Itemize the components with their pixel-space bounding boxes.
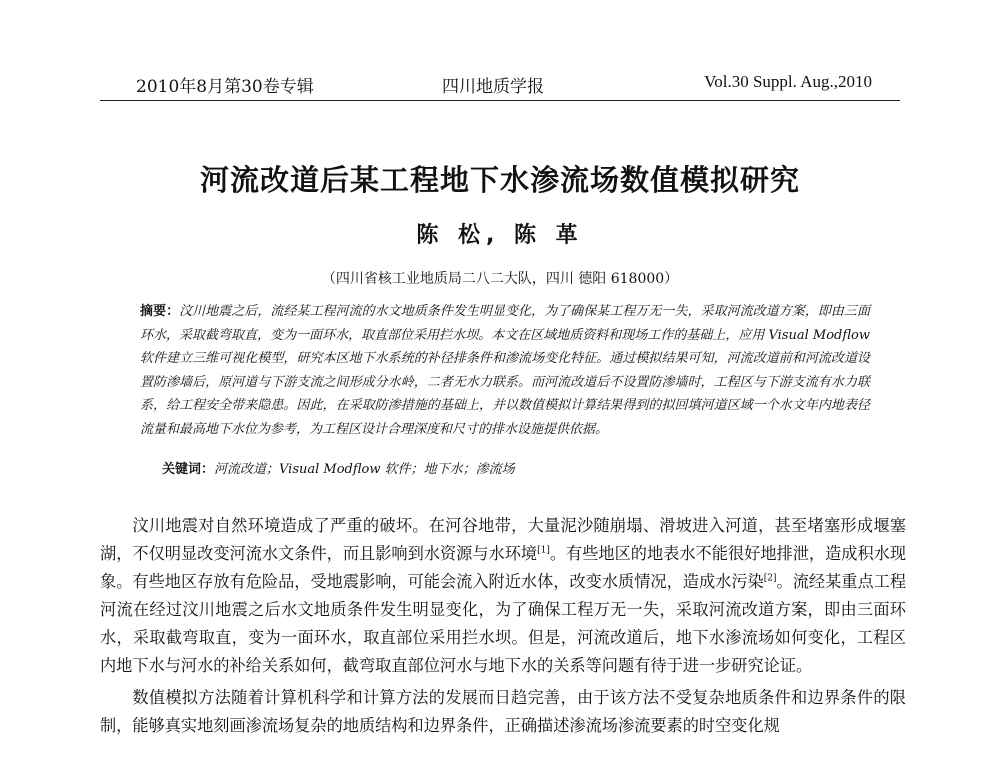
header-journal: 四川地质学报 bbox=[442, 77, 544, 97]
body-paragraph bbox=[100, 512, 906, 680]
abstract-label: 摘要： bbox=[140, 304, 180, 319]
citation: [1] bbox=[537, 545, 550, 556]
body-text-run: 。流经某重点工程河流在经过汶川地震之后水文地质条件发生明显变化，为了确保工程万无一失，采取河流改道方案，即由三面环水，采取截弯取直，变为一面环水，取直部位采用拦水坝。但是，河流改道后，地下水渗流场如何变化，工程区内地下水与河水的补给关系如何，截弯取直部位河水与地下水的关系等问题有待于进一步研究论证。 bbox=[100, 572, 907, 675]
abstract-text: 汶川地震之后，流经某工程河流的水文地质条件发生明显变化，为了确保某工程万无一失，采取河流改道方案，即由三面环水，采取截弯取直，变为一面环水，取直部位采用拦水坝。本文在区域地质资料和现场工作的基础上，应用 Visual Modflow 软件建立三维可视化模型，研究本区地下水系统的补径排条件和渗流场变化特征。通过模拟结果可知，河流改道前和河流改道设置防渗墙后，原河道与下游支流之间形成分水岭，二者无水力联系。而河流改道后不设置防渗墙时，工程区与下游支流有水力联系，给工程安全带来隐患。因此，在采取防渗措施的基础上，并以数值模拟计算结果得到的拟回填河道区域一个水文年内地表径流量和最高地下水位为参考，为工程区设计合理深度和尺寸的排水设施提供依据。 bbox=[140, 304, 870, 437]
keywords-label: 关键词： bbox=[162, 462, 215, 477]
paper-title: 河流改道后某工程地下水渗流场数值模拟研究 bbox=[199, 163, 800, 197]
header-issue: 2010年8月第30卷专辑 bbox=[136, 77, 314, 97]
citation: [2] bbox=[763, 573, 777, 584]
keywords bbox=[162, 459, 862, 481]
running-header bbox=[100, 70, 900, 101]
abstract bbox=[140, 300, 870, 441]
keywords-text: 河流改道；Visual Modflow 软件；地下水；渗流场 bbox=[214, 462, 515, 477]
header-volume: Vol.30 Suppl. Aug.,2010 bbox=[704, 72, 872, 91]
body-text-run: 汶川地震对自然环境造成了严重的破坏。在河谷地带，大量泥沙随崩塌、滑坡进入河道，甚至堵塞形成堰塞湖，不仅明显改变河流水文条件，而且影响到水资源与水环境 bbox=[100, 516, 906, 563]
body-text-run: 。有些地区的地表水不能很好地排泄，造成积水现象。有些地区存放有危险品，受地震影响，可能会流入附近水体，改变水质情况，造成水污染 bbox=[100, 544, 907, 591]
paper-authors: 陈 松, 陈 革 bbox=[416, 223, 584, 248]
body-text bbox=[100, 512, 906, 740]
body-paragraph: 数值模拟方法随着计算机科学和计算方法的发展而日趋完善，由于该方法不受复杂地质条件和边界条件的限制，能够真实地刻画渗流场复杂的地质结构和边界条件，正确描述渗流场渗流要素的时空变化规 bbox=[100, 688, 906, 735]
paper-affiliation: （四川省核工业地质局二八二大队，四川 德阳 618000） bbox=[321, 271, 679, 287]
